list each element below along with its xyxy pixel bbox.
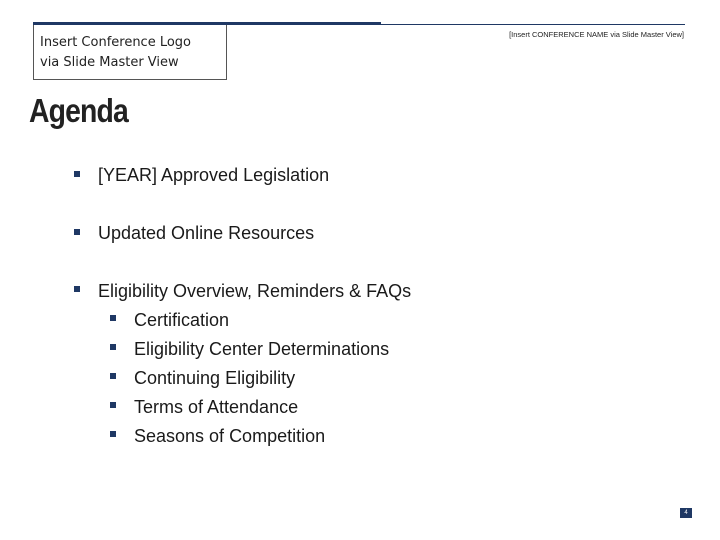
square-bullet-icon (110, 344, 116, 350)
conference-logo-placeholder: Insert Conference Logo via Slide Master View (33, 25, 227, 80)
agenda-item: Eligibility Overview, Reminders & FAQs (98, 281, 412, 301)
slide-title: Agenda (29, 92, 128, 129)
agenda-subitem: Terms of Attendance (134, 397, 299, 417)
page-number: 4 (680, 508, 692, 518)
agenda-subitem: Certification (134, 310, 230, 330)
square-bullet-icon (74, 286, 80, 292)
square-bullet-icon (110, 431, 116, 437)
square-bullet-icon (110, 402, 116, 408)
agenda-subitem: Eligibility Center Determinations (134, 339, 390, 359)
square-bullet-icon (74, 171, 80, 177)
agenda-item: [YEAR] Approved Legislation (98, 165, 330, 185)
square-bullet-icon (74, 229, 80, 235)
conference-name: [Insert CONFERENCE NAME via Slide Master View] (509, 30, 684, 39)
square-bullet-icon (110, 315, 116, 321)
agenda-subitem: Seasons of Competition (134, 426, 326, 446)
agenda-subitem: Continuing Eligibility (134, 368, 296, 388)
agenda-item: Updated Online Resources (98, 223, 315, 243)
square-bullet-icon (110, 373, 116, 379)
